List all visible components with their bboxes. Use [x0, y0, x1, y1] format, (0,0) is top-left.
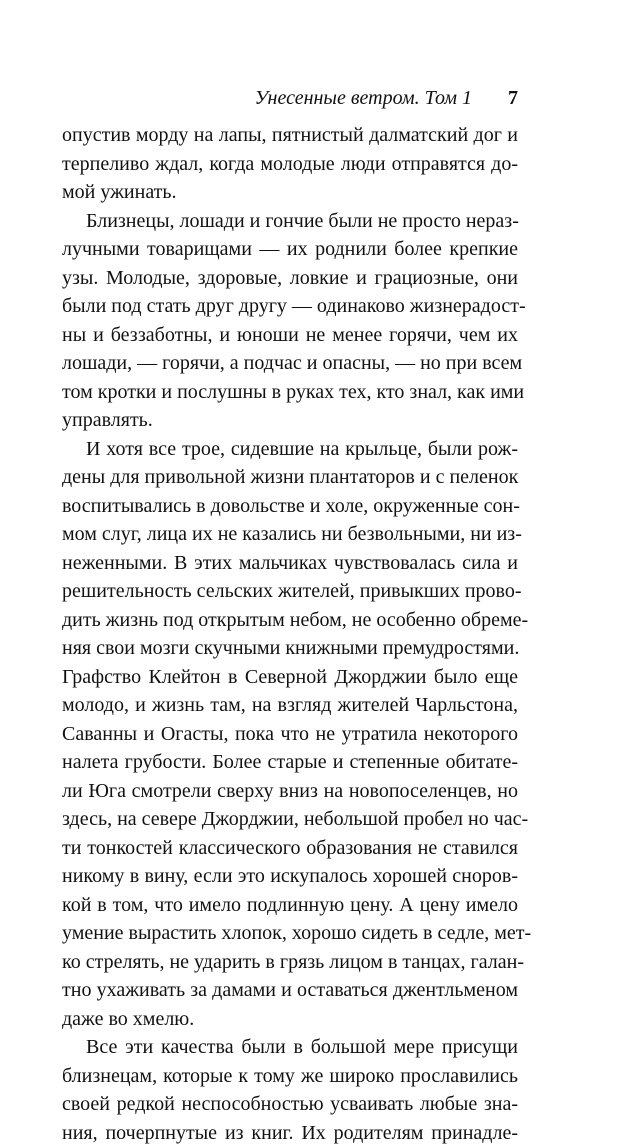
- text-line: воспитывались в довольстве и холе, окруженные сон-: [62, 492, 518, 521]
- text-line: даже во хмелю.: [62, 1005, 518, 1034]
- text-line: молодо, и жизнь там, на взгляд жителей Чарльстона,: [62, 691, 518, 720]
- page-number: 7: [508, 86, 518, 110]
- text-line: няя свои мозги скучными книжными премудростями.: [62, 634, 518, 663]
- running-head: [62, 86, 518, 110]
- text-line: опустив морду на лапы, пятнистый далматский дог и: [62, 121, 518, 150]
- text-line: Близнецы, лошади и гончие были не просто нераз-: [62, 207, 518, 236]
- text-line: Графство Клейтон в Северной Джорджии было еще: [62, 663, 518, 692]
- text-line: ны и беззаботны, и юноши не менее горячи, чем их: [62, 321, 518, 350]
- text-line: своей редкой неспособностью усваивать любые зна-: [62, 1090, 518, 1119]
- text-line: неженными. В этих мальчиках чувствовалась сила и: [62, 549, 518, 578]
- text-line: ти тонкостей классического образования не ставился: [62, 834, 518, 863]
- text-line: здесь, на севере Джорджии, небольшой пробел но час-: [62, 805, 518, 834]
- text-line: Саванны и Огасты, пока что не утратила некоторого: [62, 720, 518, 749]
- text-line: ко стрелять, не ударить в грязь лицом в танцах, галан-: [62, 948, 518, 977]
- text-line: мой ужинать.: [62, 178, 518, 207]
- text-line: налета грубости. Более старые и степенные обитате-: [62, 748, 518, 777]
- text-line: мом слуг, лица их не казались ни безвольными, ни из-: [62, 520, 518, 549]
- text-line: узы. Молодые, здоровые, ловкие и грациозные, они: [62, 264, 518, 293]
- text-line: лошади, — горячи, а подчас и опасны, — но при всем: [62, 349, 518, 378]
- text-line: управлять.: [62, 406, 518, 435]
- text-line: ли Юга смотрели сверху вниз на новопоселенцев, но: [62, 777, 518, 806]
- text-line: И хотя все трое, сидевшие на крыльце, были рож-: [62, 435, 518, 464]
- text-line: решительность сельских жителей, привыкших прово-: [62, 577, 518, 606]
- text-line: Все эти качества были в большой мере присущи: [62, 1033, 518, 1062]
- running-title: Унесенные ветром. Том 1: [255, 86, 472, 110]
- text-line: были под стать друг другу — одинаково жизнерадост-: [62, 292, 518, 321]
- text-line: кой в том, что имело подлинную цену. А цену имело: [62, 891, 518, 920]
- body-text: [62, 121, 518, 1147]
- text-line: дить жизнь под открытым небом, не особенно обреме-: [62, 606, 518, 635]
- text-line: ния, почерпнутые из книг. Их родителям принадле-: [62, 1119, 518, 1147]
- text-line: дены для привольной жизни плантаторов и с пеленок: [62, 463, 518, 492]
- text-line: никому в вину, если это искупалось хорошей сноров-: [62, 862, 518, 891]
- text-line: терпеливо ждал, когда молодые люди отправятся до-: [62, 150, 518, 179]
- text-line: близнецам, которые к тому же широко прославились: [62, 1062, 518, 1091]
- text-line: том кротки и послушны в руках тех, кто знал, как ими: [62, 378, 518, 407]
- text-line: лучными товарищами — их роднили более крепкие: [62, 235, 518, 264]
- text-line: умение вырастить хлопок, хорошо сидеть в седле, мет-: [62, 919, 518, 948]
- text-line: тно ухаживать за дамами и оставаться джентльменом: [62, 976, 518, 1005]
